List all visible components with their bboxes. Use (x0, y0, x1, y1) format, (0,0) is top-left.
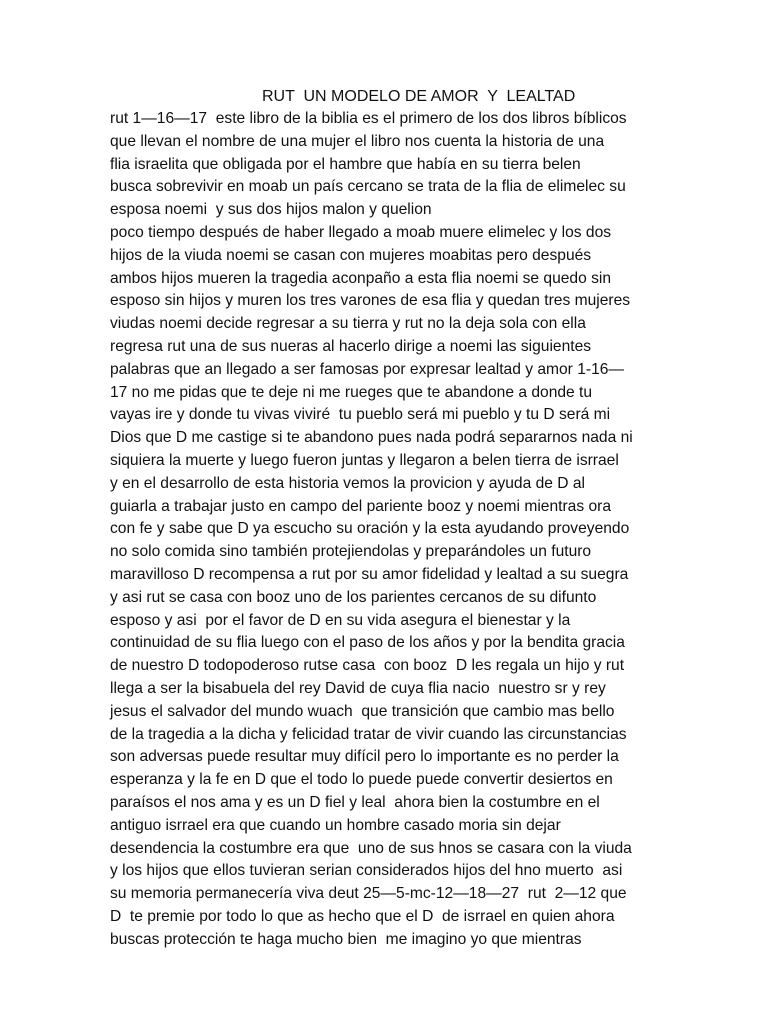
text-line: busca sobrevivir en moab un país cercano se trata de la flia de elimelec su (110, 178, 626, 196)
text-line: de la tragedia a la dicha y felicidad tratar de vivir cuando las circunstancias (110, 725, 627, 743)
text-line: hijos de la viuda noemi se casan con mujeres moabitas pero después (110, 246, 592, 264)
text-line: Dios que D me castige si te abandono pues nada podrá separarnos nada ni (110, 429, 633, 447)
text-line: vayas ire y donde tu vivas viviré tu pueblo será mi pueblo y tu D será mi (110, 406, 611, 424)
text-line: llega a ser la bisabuela del rey David de cuya flia nacio nuestro sr y rey (110, 679, 606, 697)
text-line: esposo sin hijos y muren los tres varones de esa flia y quedan tres mujeres (110, 292, 631, 310)
text-line: con fe y sabe que D ya escucho su oración y la esta ayudando proveyendo (110, 520, 630, 538)
text-line: guiarla a trabajar justo en campo del pariente booz y noemi mientras ora (110, 497, 612, 515)
text-line: ambos hijos mueren la tragedia aconpaño a esta flia noemi se quedo sin (110, 269, 612, 287)
document-title: RUT UN MODELO DE AMOR Y LEALTAD (262, 88, 576, 105)
text-line: maravilloso D recompensa a rut por su amor fidelidad y lealtad a su suegra (110, 565, 629, 583)
text-line: D te premie por todo lo que as hecho que el D de isrrael en quien ahora (110, 907, 615, 925)
text-line: regresa rut una de sus nueras al hacerlo dirige a noemi las siguientes (110, 337, 592, 355)
text-line: poco tiempo después de haber llegado a moab muere elimelec y los dos (110, 223, 612, 241)
text-line: que llevan el nombre de una mujer el libro nos cuenta la historia de una (110, 132, 605, 150)
text-line: y los hijos que ellos tuvieran serian considerados hijos del hno muerto asi (110, 862, 623, 880)
text-line: no solo comida sino también protejiendolas y preparándoles un futuro (110, 543, 592, 561)
text-line: paraísos el nos ama y es un D fiel y leal ahora bien la costumbre en el (110, 793, 600, 811)
text-line: palabras que an llegado a ser famosas por expresar lealtad y amor 1-16— (110, 360, 625, 378)
text-line: desendencia la costumbre era que uno de sus hnos se casara con la viuda (110, 839, 632, 857)
text-line: son adversas puede resultar muy difícil pero lo importante es no perder la (110, 748, 619, 766)
text-line: esperanza y la fe en D que el todo lo puede puede convertir desiertos en (110, 771, 613, 789)
text-line: rut 1—16—17 este libro de la biblia es el primero de los dos libros bíblicos (110, 110, 627, 127)
text-line: siquiera la muerte y luego fueron juntas y llegaron a belen tierra de isrrael (110, 451, 619, 469)
text-line: y en el desarrollo de esta historia vemos la provicion y ayuda de D al (110, 474, 585, 492)
document-body (110, 108, 710, 951)
text-line: buscas protección te haga mucho bien me imagino yo que mientras (110, 930, 582, 948)
text-line: esposa noemi y sus dos hijos malon y quelion (110, 201, 432, 219)
text-line: esposo y asi por el favor de D en su vida asegura el bienestar y la (110, 611, 571, 629)
text-line: flia israelita que obligada por el hambre que había en su tierra belen (110, 155, 581, 173)
text-line: viudas noemi decide regresar a su tierra y rut no la deja sola con ella (110, 315, 586, 333)
text-line: jesus el salvador del mundo wuach que transición que cambio mas bello (110, 702, 615, 720)
text-line: de nuestro D todopoderoso rutse casa con booz D les regala un hijo y rut (110, 657, 625, 675)
text-line: su memoria permanecería viva deut 25—5-mc-12—18—27 rut 2—12 que (110, 885, 627, 903)
text-line: y asi rut se casa con booz uno de los parientes cercanos de su difunto (110, 588, 597, 606)
text-line: 17 no me pidas que te deje ni me rueges que te abandone a donde tu (110, 383, 593, 401)
text-line: continuidad de su flia luego con el paso de los años y por la bendita gracia (110, 634, 625, 652)
text-line: antiguo isrrael era que cuando un hombre casado moria sin dejar (110, 816, 561, 834)
